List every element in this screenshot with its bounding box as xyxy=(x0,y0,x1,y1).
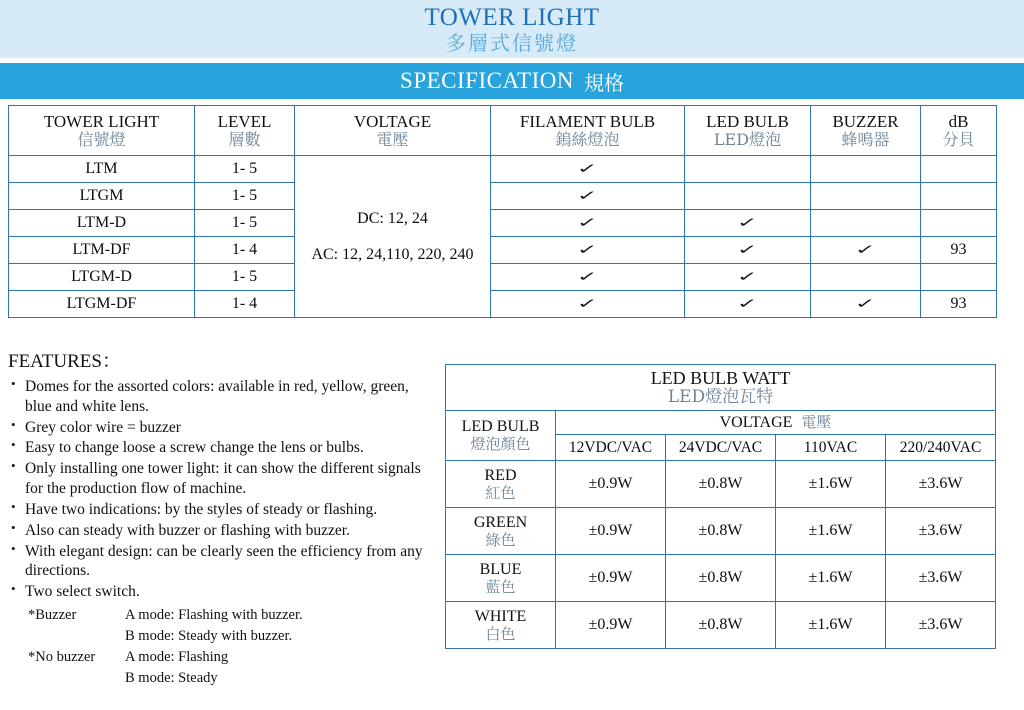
col-header-led-bulb xyxy=(685,106,811,156)
specification-table xyxy=(8,105,997,318)
led-table-title-zh: LED燈泡瓦特 xyxy=(667,387,774,408)
cell-watt: ±0.9W xyxy=(556,555,666,602)
switch-modes-block xyxy=(28,605,438,689)
list-item: • Grey color wire = buzzer xyxy=(8,418,438,438)
cell-led xyxy=(685,264,811,291)
switch-mode-row xyxy=(28,647,438,668)
cell-level: 1- 5 xyxy=(195,156,295,183)
cell-led xyxy=(685,291,811,318)
cell-model: LTGM-DF xyxy=(9,291,195,318)
table-row xyxy=(446,508,996,555)
switch-mode-text: B mode: Steady xyxy=(125,670,218,687)
cell-watt: ±0.9W xyxy=(556,461,666,508)
switch-mode-label xyxy=(28,626,125,647)
led-color-en: GREEN xyxy=(473,513,528,531)
check-icon: ✓ xyxy=(855,241,876,257)
col-header-zh: 信號燈 xyxy=(77,130,126,150)
specification-table-wrap xyxy=(8,105,997,318)
switch-mode-row xyxy=(28,668,438,689)
switch-mode-text: B mode: Steady with buzzer. xyxy=(125,628,293,645)
switch-mode-row xyxy=(28,626,438,647)
cell-buzzer xyxy=(811,156,921,183)
led-color-en: RED xyxy=(484,466,517,484)
table-row xyxy=(9,291,997,318)
specification-label-en: SPECIFICATION xyxy=(400,68,574,93)
table-row xyxy=(9,264,997,291)
led-table-title-en: LED BULB WATT xyxy=(650,367,791,388)
led-watt-table-wrap xyxy=(445,364,996,649)
cell-model: LTGM-D xyxy=(9,264,195,291)
cell-level: 1- 5 xyxy=(195,264,295,291)
voltage-col-header: 110VAC xyxy=(776,435,886,461)
check-icon: ✓ xyxy=(577,241,598,257)
cell-watt: ±1.6W xyxy=(776,602,886,649)
list-item: • Have two indications: by the styles of steady or flashing. xyxy=(8,500,438,520)
features-list xyxy=(8,377,438,602)
cell-level: 1- 4 xyxy=(195,237,295,264)
led-table-title xyxy=(446,365,996,411)
check-icon: ✓ xyxy=(577,187,598,203)
led-color-zh: 藍色 xyxy=(485,577,516,596)
check-icon: ✓ xyxy=(577,295,598,311)
cell-model: LTM xyxy=(9,156,195,183)
check-icon: ✓ xyxy=(737,214,758,230)
cell-watt: ±3.6W xyxy=(886,555,996,602)
cell-watt: ±0.8W xyxy=(666,602,776,649)
title-band xyxy=(0,0,1024,58)
cell-watt: ±3.6W xyxy=(886,461,996,508)
led-color-en: WHITE xyxy=(474,607,527,625)
led-bulb-row-header xyxy=(446,411,556,461)
cell-led xyxy=(685,237,811,264)
col-header-en: LEVEL xyxy=(217,112,272,132)
cell-db xyxy=(921,156,997,183)
cell-buzzer xyxy=(811,264,921,291)
col-header-voltage xyxy=(295,106,491,156)
list-item: • Easy to change loose a screw change the lens or bulbs. xyxy=(8,438,438,458)
cell-watt: ±0.8W xyxy=(666,461,776,508)
cell-buzzer xyxy=(811,210,921,237)
list-item: • Only installing one tower light: it can show the different signals for the production flow of machine. xyxy=(8,459,438,499)
voltage-group-header xyxy=(556,411,996,435)
cell-led-color xyxy=(446,555,556,602)
switch-mode-text: A mode: Flashing xyxy=(125,649,229,666)
cell-led-color xyxy=(446,602,556,649)
check-icon: ✓ xyxy=(855,295,876,311)
col-header-en: dB xyxy=(948,112,969,132)
table-header-row xyxy=(9,106,997,156)
cell-filament xyxy=(491,210,685,237)
col-header-zh: 鎢絲燈泡 xyxy=(555,130,620,150)
cell-watt: ±1.6W xyxy=(776,555,886,602)
table-row xyxy=(446,555,996,602)
col-header-level xyxy=(195,106,295,156)
col-header-en: FILAMENT BULB xyxy=(519,112,656,132)
cell-watt: ±1.6W xyxy=(776,508,886,555)
list-item: • Also can steady with buzzer or flashing with buzzer. xyxy=(8,521,438,541)
col-header-zh: 蜂鳴器 xyxy=(841,130,890,150)
col-header-zh: 層數 xyxy=(228,130,261,150)
cell-watt: ±1.6W xyxy=(776,461,886,508)
check-icon: ✓ xyxy=(737,268,758,284)
cell-led xyxy=(685,183,811,210)
led-color-zh: 綠色 xyxy=(485,530,516,549)
table-row xyxy=(446,461,996,508)
col-header-buzzer xyxy=(811,106,921,156)
cell-model: LTM-D xyxy=(9,210,195,237)
cell-filament xyxy=(491,156,685,183)
cell-level: 1- 4 xyxy=(195,291,295,318)
cell-led-color xyxy=(446,508,556,555)
check-icon: ✓ xyxy=(737,241,758,257)
col-header-en: BUZZER xyxy=(832,112,899,132)
voltage-dc-line: DC: 12, 24 xyxy=(357,210,428,228)
col-header-en: TOWER LIGHT xyxy=(43,112,160,132)
led-table-title-row xyxy=(446,365,996,411)
list-item: • Domes for the assorted colors: available in red, yellow, green, blue and white lens. xyxy=(8,377,438,417)
led-color-zh: 白色 xyxy=(485,624,516,643)
cell-buzzer xyxy=(811,291,921,318)
voltage-ac-line: AC: 12, 24,110, 220, 240 xyxy=(311,245,474,263)
led-bulb-header-en: LED BULB xyxy=(461,418,540,436)
cell-voltage-merged xyxy=(295,156,491,318)
switch-mode-row xyxy=(28,605,438,626)
cell-watt: ±3.6W xyxy=(886,602,996,649)
cell-level: 1- 5 xyxy=(195,210,295,237)
table-row xyxy=(9,183,997,210)
voltage-col-header: 220/240VAC xyxy=(886,435,996,461)
page-title-en: TOWER LIGHT xyxy=(424,4,600,31)
specification-band xyxy=(0,63,1024,99)
voltage-group-header-en: VOLTAGE xyxy=(719,413,793,431)
cell-buzzer xyxy=(811,183,921,210)
led-table-subheader-row xyxy=(446,411,996,435)
cell-filament xyxy=(491,183,685,210)
table-row xyxy=(446,602,996,649)
switch-mode-text: A mode: Flashing with buzzer. xyxy=(125,607,303,624)
cell-filament xyxy=(491,264,685,291)
cell-db xyxy=(921,264,997,291)
page-title-zh: 多層式信號燈 xyxy=(446,31,578,55)
cell-model: LTGM xyxy=(9,183,195,210)
led-color-zh: 紅色 xyxy=(485,483,516,502)
cell-model: LTM-DF xyxy=(9,237,195,264)
col-header-en: LED BULB xyxy=(706,112,789,132)
check-icon: ✓ xyxy=(577,160,598,176)
cell-db: 93 xyxy=(921,291,997,318)
cell-watt: ±0.9W xyxy=(556,508,666,555)
switch-mode-label: *No buzzer xyxy=(28,649,96,666)
cell-buzzer xyxy=(811,237,921,264)
table-row xyxy=(9,210,997,237)
check-icon: ✓ xyxy=(577,268,598,284)
cell-db xyxy=(921,183,997,210)
cell-filament xyxy=(491,291,685,318)
check-icon: ✓ xyxy=(737,295,758,311)
col-header-zh: 電壓 xyxy=(376,130,409,150)
col-header-zh: LED燈泡 xyxy=(713,130,782,150)
cell-db xyxy=(921,210,997,237)
col-header-tower-light xyxy=(9,106,195,156)
specification-label-zh: 規格 xyxy=(583,70,624,95)
table-row xyxy=(9,237,997,264)
cell-filament xyxy=(491,237,685,264)
cell-watt: ±3.6W xyxy=(886,508,996,555)
led-color-en: BLUE xyxy=(479,560,522,578)
table-row xyxy=(9,156,997,183)
col-header-filament-bulb xyxy=(491,106,685,156)
cell-led-color xyxy=(446,461,556,508)
cell-led xyxy=(685,210,811,237)
features-title: FEATURES： xyxy=(8,351,121,372)
list-item: • Two select switch. xyxy=(8,582,438,602)
col-header-zh: 分貝 xyxy=(942,130,975,150)
list-item: • With elegant design: can be clearly seen the efficiency from any directions. xyxy=(8,542,438,582)
led-watt-table xyxy=(445,364,996,649)
switch-mode-label: *Buzzer xyxy=(28,607,77,624)
cell-level: 1- 5 xyxy=(195,183,295,210)
col-header-db xyxy=(921,106,997,156)
voltage-group-header-zh: 電壓 xyxy=(801,412,832,431)
switch-mode-label xyxy=(28,668,125,689)
voltage-col-header: 12VDC/VAC xyxy=(556,435,666,461)
cell-led xyxy=(685,156,811,183)
cell-watt: ±0.8W xyxy=(666,508,776,555)
features-section xyxy=(8,346,438,689)
led-bulb-header-zh: 燈泡顏色 xyxy=(470,435,531,454)
cell-watt: ±0.9W xyxy=(556,602,666,649)
col-header-en: VOLTAGE xyxy=(353,112,432,132)
check-icon: ✓ xyxy=(577,214,598,230)
voltage-col-header: 24VDC/VAC xyxy=(666,435,776,461)
cell-db: 93 xyxy=(921,237,997,264)
cell-watt: ±0.8W xyxy=(666,555,776,602)
